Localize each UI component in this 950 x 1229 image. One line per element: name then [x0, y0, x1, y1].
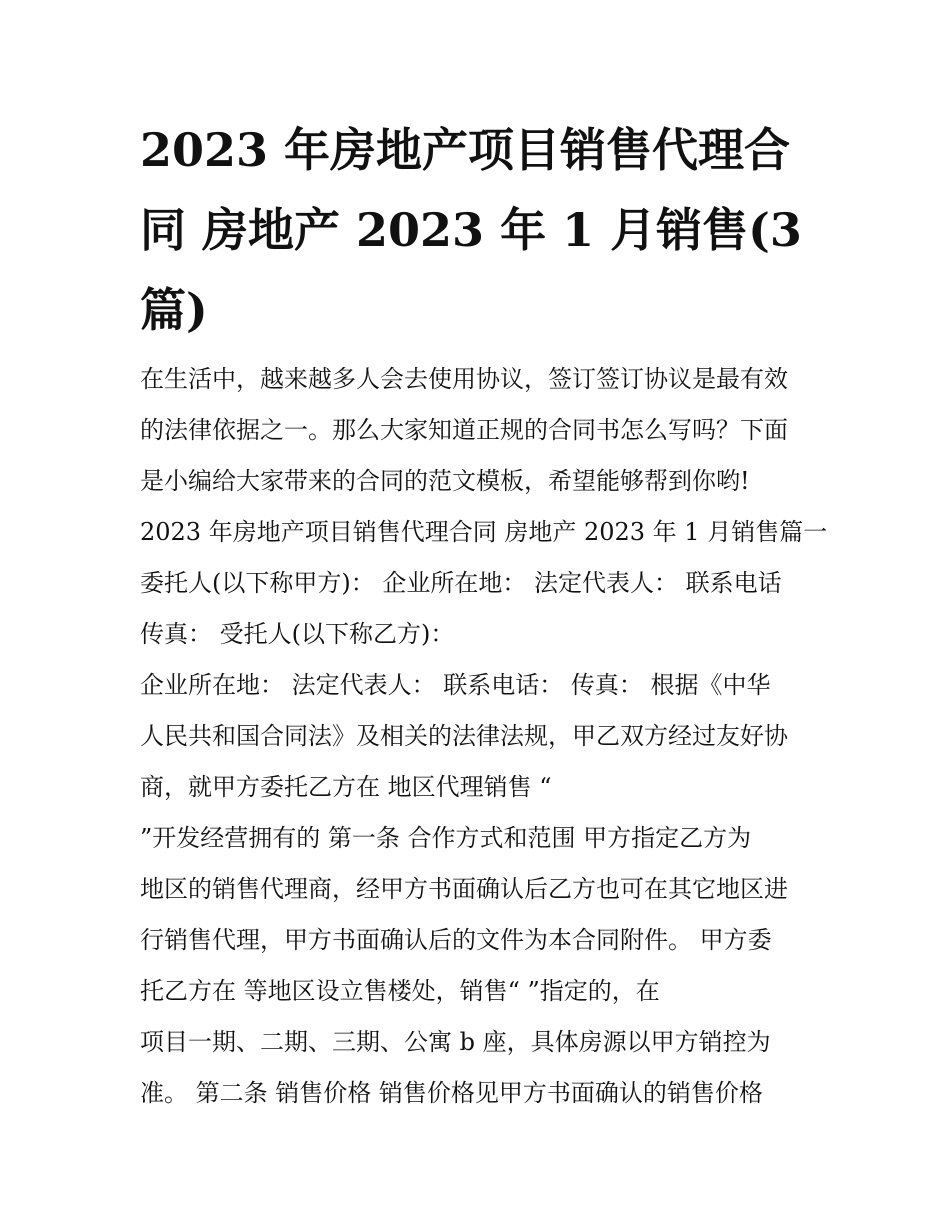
body-line: 托乙方在 等地区设立售楼处，销售“ ”指定的，在: [140, 977, 660, 1005]
body-line: 的法律依据之一。那么大家知道正规的合同书怎么写吗？下面: [140, 416, 788, 444]
body-line: 委托人(以下称甲方)： 企业所在地： 法定代表人： 联系电话: [140, 569, 782, 597]
document-body: [140, 354, 828, 1119]
document-title: [140, 110, 810, 350]
body-line: 行销售代理，甲方书面确认后的文件为本合同附件。 甲方委: [140, 926, 772, 954]
body-line: 传真： 受托人(以下称乙方)：: [140, 620, 455, 648]
body-line: 准。 第二条 销售价格 销售价格见甲方书面确认的销售价格: [140, 1079, 763, 1107]
body-line: 项目一期、二期、三期、公寓 b 座，具体房源以甲方销控为: [140, 1028, 771, 1056]
title-line: 2023 年房地产项目销售代理合: [140, 123, 791, 177]
body-line: 地区的销售代理商，经甲方书面确认后乙方也可在其它地区进: [140, 875, 788, 903]
body-line: 企业所在地： 法定代表人： 联系电话： 传真： 根据《中华: [140, 671, 771, 699]
body-line: 是小编给大家带来的合同的范文模板，希望能够帮到你哟!: [140, 467, 750, 495]
body-line: 人民共和国合同法》及相关的法律法规，甲乙双方经过友好协: [140, 722, 788, 750]
body-line: 商，就甲方委托乙方在 地区代理销售 “: [140, 773, 552, 801]
body-line: 在生活中，越来越多人会去使用协议，签订签订协议是最有效: [140, 365, 788, 393]
body-line: 2023 年房地产项目销售代理合同 房地产 2023 年 1 月销售篇一: [140, 518, 828, 546]
title-line: 同 房地产 2023 年 1 月销售(3: [140, 203, 802, 257]
title-line: 篇): [140, 283, 208, 337]
body-line: ”开发经营拥有的 第一条 合作方式和范围 甲方指定乙方为: [140, 824, 752, 852]
